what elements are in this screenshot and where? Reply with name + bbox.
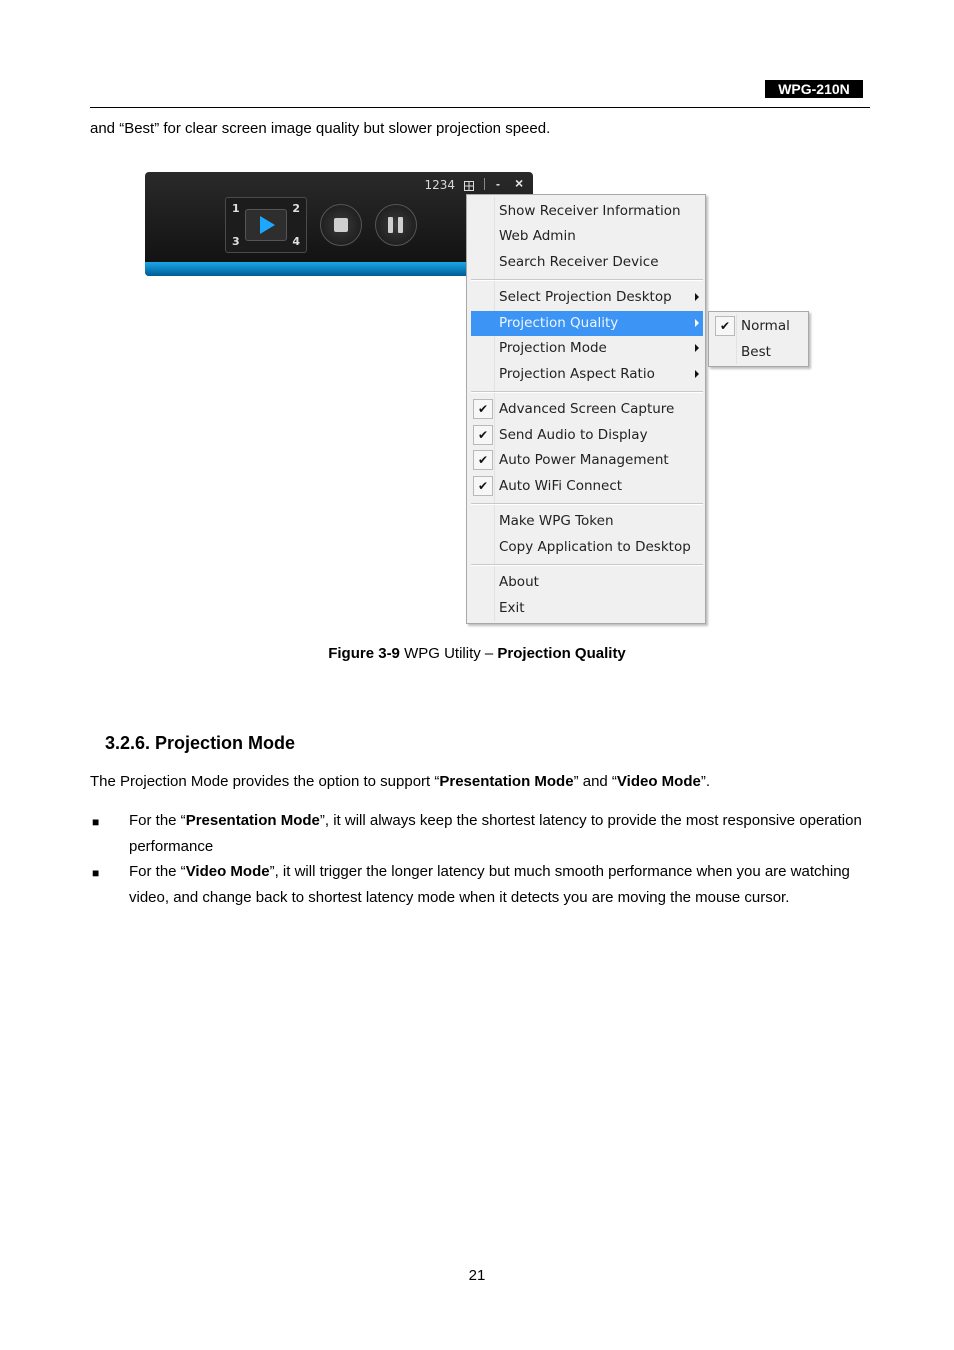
- menu-item-show-receiver-information[interactable]: Show Receiver Information: [499, 203, 681, 219]
- menu-item-projection-quality[interactable]: Projection Quality: [471, 311, 703, 336]
- menu-item-web-admin[interactable]: Web Admin: [499, 228, 576, 244]
- menu-item-select-projection-desktop[interactable]: Select Projection Desktop: [471, 285, 703, 310]
- menu-separator: [471, 503, 703, 505]
- bullet-presentation-mode: For the “Presentation Mode”, it will always keep the shortest latency to provide the most responsive operation performance: [129, 812, 862, 855]
- minimize-button[interactable]: -: [496, 177, 500, 191]
- bullet-icon: ■: [92, 866, 100, 880]
- receiver-id: 1234: [424, 178, 455, 192]
- intro-text: and “Best” for clear screen image quality but slower projection speed.: [90, 120, 551, 137]
- split-3[interactable]: 3: [232, 235, 240, 248]
- chevron-right-icon: [695, 319, 699, 327]
- menu-item-projection-mode[interactable]: Projection Mode: [471, 336, 703, 361]
- check-icon: ✔: [715, 316, 735, 336]
- pause-button[interactable]: [375, 204, 417, 246]
- menu-item-search-receiver-device[interactable]: Search Receiver Device: [499, 254, 659, 270]
- grid-icon[interactable]: [464, 178, 474, 188]
- submenu-item-normal[interactable]: ✔ Normal: [713, 314, 806, 339]
- menu-separator: [471, 279, 703, 281]
- check-icon: ✔: [473, 450, 493, 470]
- context-menu: [466, 194, 706, 624]
- menu-item-projection-aspect-ratio[interactable]: Projection Aspect Ratio: [471, 362, 703, 387]
- bullet-video-mode: For the “Video Mode”, it will trigger the longer latency but much smooth performance when you are watching video, and change back to shortest latency mode when it detects you are moving the mouse cursor.: [129, 863, 850, 906]
- title-divider: [484, 178, 485, 190]
- menu-item-auto-power-management[interactable]: ✔ Auto Power Management: [471, 448, 703, 473]
- page-number: 21: [468, 1267, 486, 1284]
- stop-icon: [334, 218, 348, 232]
- menu-separator: [471, 391, 703, 393]
- play-button[interactable]: [245, 209, 287, 241]
- split-2[interactable]: 2: [292, 202, 300, 215]
- bullet-icon: ■: [92, 815, 100, 829]
- check-icon: ✔: [473, 425, 493, 445]
- menu-separator: [471, 564, 703, 566]
- stop-button[interactable]: [320, 204, 362, 246]
- play-icon: [260, 216, 275, 234]
- menu-item-about[interactable]: About: [499, 574, 539, 590]
- chevron-right-icon: [695, 344, 699, 352]
- pause-icon: [388, 217, 393, 233]
- section-paragraph: The Projection Mode provides the option to support “Presentation Mode” and “Video Mode”.: [90, 773, 710, 790]
- submenu-item-best[interactable]: Best: [741, 344, 771, 360]
- projection-quality-submenu: [708, 311, 809, 367]
- menu-item-exit[interactable]: Exit: [499, 600, 525, 616]
- model-badge: WPG-210N: [765, 80, 863, 98]
- menu-item-send-audio-to-display[interactable]: ✔ Send Audio to Display: [471, 423, 703, 448]
- screen-split-selector[interactable]: [225, 197, 307, 253]
- figure-caption: Figure 3-9 WPG Utility – Projection Quality: [328, 645, 626, 662]
- check-icon: ✔: [473, 399, 493, 419]
- menu-item-auto-wifi-connect[interactable]: ✔ Auto WiFi Connect: [471, 474, 703, 499]
- split-4[interactable]: 4: [292, 235, 300, 248]
- section-heading: 3.2.6. Projection Mode: [105, 733, 296, 753]
- menu-item-advanced-screen-capture[interactable]: ✔ Advanced Screen Capture: [471, 397, 703, 422]
- menu-item-copy-application-to-desktop[interactable]: Copy Application to Desktop: [499, 539, 691, 555]
- close-button[interactable]: ×: [515, 175, 524, 191]
- menu-item-make-wpg-token[interactable]: Make WPG Token: [499, 513, 614, 529]
- chevron-right-icon: [695, 370, 699, 378]
- header-rule: [90, 107, 870, 108]
- chevron-right-icon: [695, 293, 699, 301]
- pause-icon-bar: [398, 217, 403, 233]
- split-1[interactable]: 1: [232, 202, 240, 215]
- check-icon: ✔: [473, 476, 493, 496]
